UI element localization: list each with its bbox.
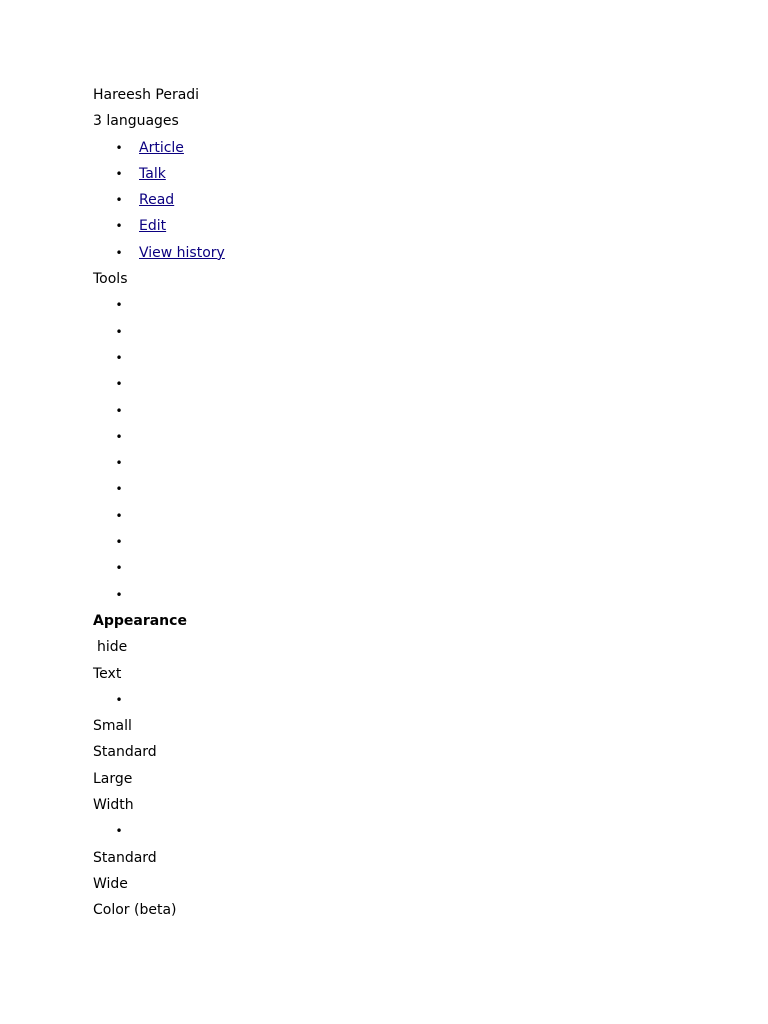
tools-list [93, 292, 733, 608]
tab-read [93, 187, 733, 213]
bullet-icon: • [115, 324, 123, 339]
bullet-icon: • [115, 193, 123, 208]
appearance-hide-button[interactable] [93, 634, 733, 660]
text-size-standard[interactable]: Standard [93, 744, 157, 761]
hide-label[interactable]: hide [97, 639, 128, 656]
bullet-icon: • [115, 166, 123, 181]
tab-article [93, 135, 733, 161]
tab-article-link[interactable]: Article [139, 139, 184, 156]
tools-list-item [93, 503, 733, 529]
tools-list-item [93, 450, 733, 476]
bullet-icon: • [115, 403, 123, 418]
tab-talk [93, 161, 733, 187]
tools-list-item [93, 319, 733, 345]
text-size-large[interactable]: Large [93, 770, 133, 787]
page-title: Hareesh Peradi [93, 87, 200, 103]
tools-list-item [93, 371, 733, 397]
appearance-heading: Appearance [93, 612, 187, 629]
bullet-icon: • [115, 140, 123, 155]
text-size-small[interactable]: Small [93, 718, 132, 735]
bullet-icon: • [115, 535, 123, 550]
width-standard[interactable]: Standard [93, 849, 157, 866]
bullet-icon: • [115, 482, 123, 497]
bullet-icon: • [115, 692, 123, 707]
tab-view-history [93, 240, 733, 266]
bullet-icon: • [115, 245, 123, 260]
width-list [93, 818, 733, 844]
width-wide[interactable]: Wide [93, 875, 128, 892]
bullet-icon: • [115, 298, 123, 313]
bullet-icon: • [115, 824, 123, 839]
bullet-icon: • [115, 508, 123, 523]
tools-list-item [93, 345, 733, 371]
bullet-icon: • [115, 456, 123, 471]
bullet-icon: • [115, 561, 123, 576]
list-item [93, 687, 733, 713]
tab-edit [93, 213, 733, 239]
bullet-icon: • [115, 350, 123, 365]
language-selector[interactable]: 3 languages [93, 113, 179, 130]
tools-list-item [93, 555, 733, 581]
text-size-label: Text [93, 665, 122, 682]
tools-list-item [93, 582, 733, 608]
tab-read-link[interactable]: Read [139, 192, 175, 209]
page-content [93, 82, 733, 924]
tab-talk-link[interactable]: Talk [139, 165, 166, 182]
tools-list-item [93, 476, 733, 502]
color-beta-label: Color (beta) [93, 902, 177, 919]
tab-view-history-link[interactable]: View history [139, 244, 225, 261]
bullet-icon: • [115, 429, 123, 444]
tools-menu-label[interactable]: Tools [93, 271, 128, 288]
bullet-icon: • [115, 377, 123, 392]
bullet-icon: • [115, 587, 123, 602]
tab-edit-link[interactable]: Edit [139, 218, 167, 235]
list-item [93, 818, 733, 844]
tools-list-item [93, 529, 733, 555]
tools-list-item [93, 398, 733, 424]
tools-list-item [93, 292, 733, 318]
bullet-icon: • [115, 219, 123, 234]
width-label: Width [93, 797, 134, 814]
views-list [93, 135, 733, 266]
text-size-list [93, 687, 733, 713]
tools-list-item [93, 424, 733, 450]
